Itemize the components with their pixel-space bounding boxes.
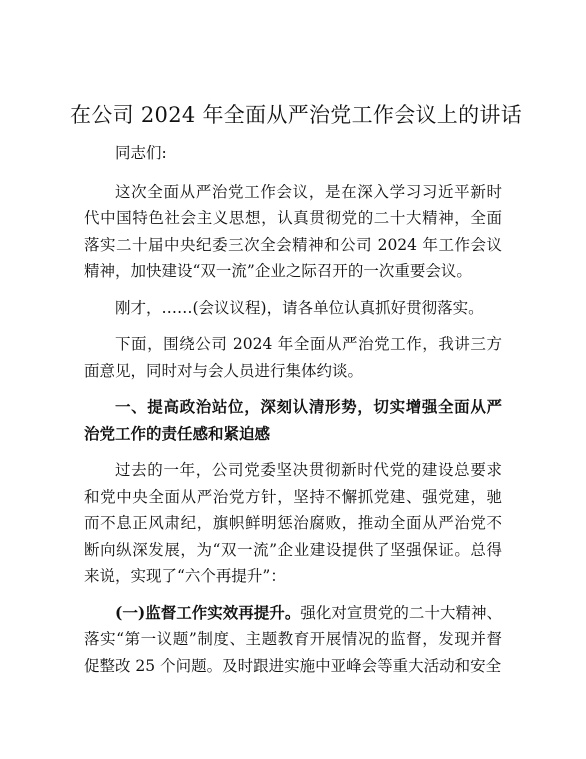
paragraph-agenda: 刚才，……(会议议程)，请各单位认真抓好贯彻落实。	[115, 298, 484, 317]
section-heading-1: 一、提高政治站位，深刻认清形势，切实增强全面从严治党工作的责任感和紧迫感	[84, 397, 502, 443]
salutation: 同志们:	[115, 144, 167, 162]
subsection-1	[84, 600, 502, 680]
document-title: 在公司 2024 年全面从严治党工作会议上的讲话	[70, 103, 522, 127]
paragraph-review: 过去的一年，公司党委坚决贯彻新时代党的建设总要求和党中央全面从严治党方针，坚持不懈抓党建、强党建，驰而不息正风肃纪，旗帜鲜明惩治腐败，推动全面从严治党不断向纵深发展，为“双一流”企业建设提供了坚强保证。总得来说，实现了“六个再提升”：	[84, 461, 502, 585]
subsection-1-lead: (一)监督工作实效再提升。	[115, 602, 301, 622]
subsection-1-text: 强化对宣贯党的二十大精神、落实“第一议题”制度、主题教育开展情况的监督，发现并督促整改 25 个问题。及时跟进实施中亚峰会等重大活动和安全	[84, 603, 502, 675]
document-body	[84, 140, 502, 689]
paragraph-intro: 这次全面从严治党工作会议，是在深入学习习近平新时代中国特色社会主义思想，认真贯彻党的二十大精神，全面落实二十届中央纪委三次全会精神和公司 2024 年工作会议精神，加快建设“双一流”企业之际召开的一次重要会议。	[84, 182, 502, 280]
paragraph-overview: 下面，围绕公司 2024 年全面从严治党工作，我讲三方面意见，同时对与会人员进行集体约谈。	[84, 335, 502, 380]
